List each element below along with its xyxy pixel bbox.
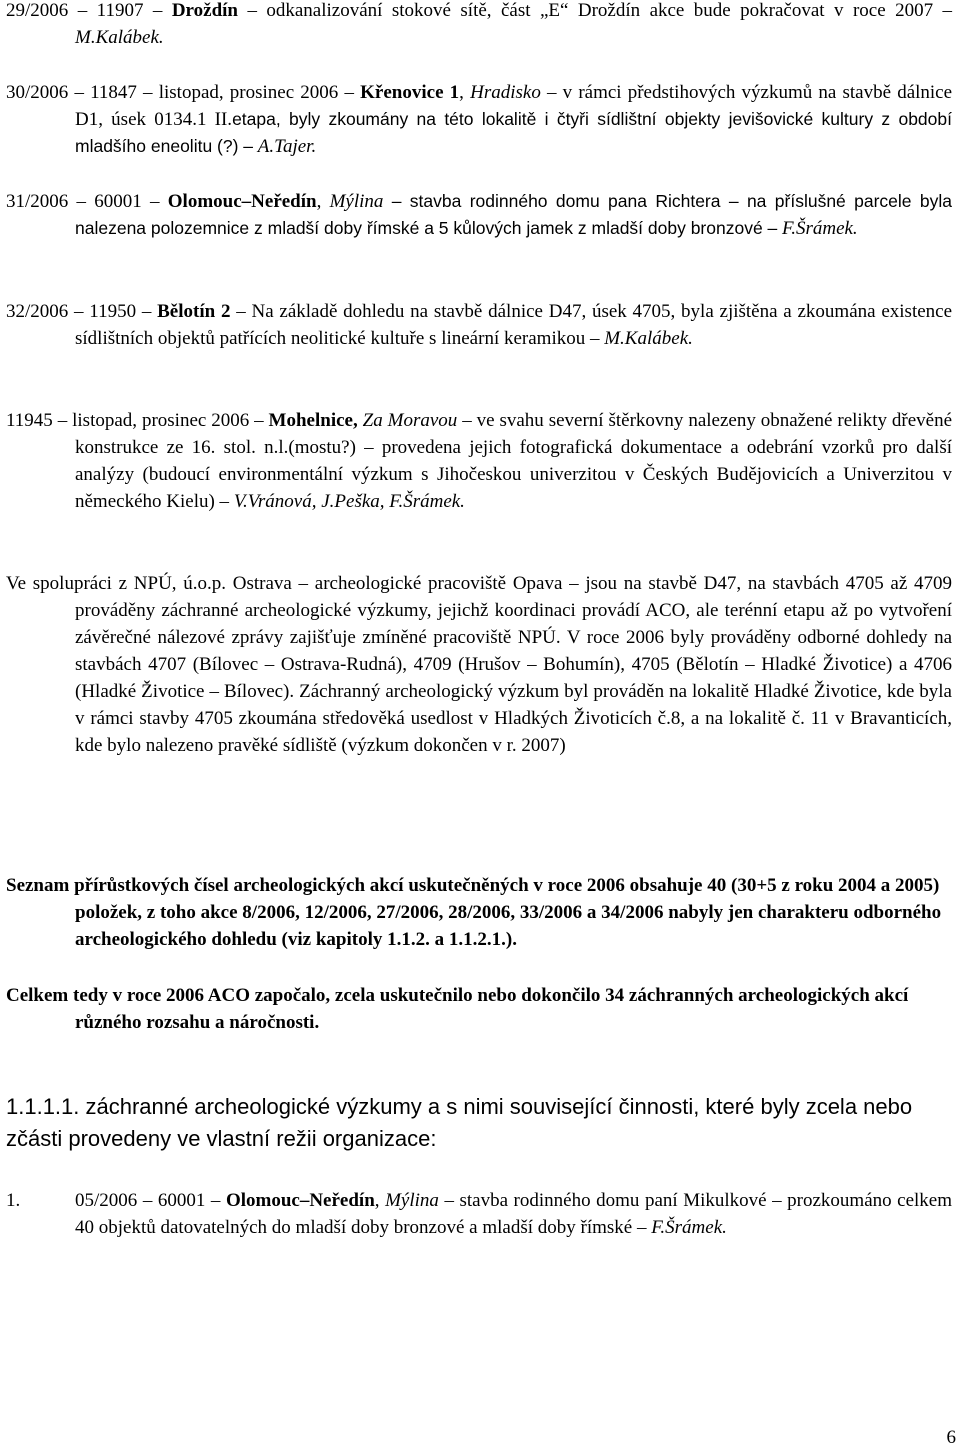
entry-place: Křenovice 1	[360, 82, 460, 103]
entry-place: Droždín	[171, 0, 238, 21]
entry-author: F.Šrámek.	[651, 1217, 727, 1238]
entry-id: 29/2006 – 11907 –	[6, 0, 163, 21]
entry-text: – ve svahu severní štěrkovny nalezeny obnažené relikty dřevěné konstrukce ze 16. stol. n.l.(mostu?) – provedena jejich fotografická dokumentace a odebrání vzorků pro další analýzy (budoucí environmentální výzkum s Jihočeskou univerzitou v Českých Budějovicích a Univerzitou v německého Kielu) –	[75, 410, 953, 512]
list-number: 1.	[6, 1190, 21, 1211]
list-item-1	[6, 1187, 952, 1241]
summary-statistics	[6, 872, 952, 953]
entry-author: F.Šrámek.	[782, 218, 858, 239]
entry-subplace: Mýlina	[329, 191, 384, 212]
section-heading-text: 1.1.1.1. záchranné archeologické výzkumy a s nimi související činnosti, které byly zcela nebo zčásti provedeny ve vlastní režii organizace:	[6, 1094, 913, 1151]
entry-id: 31/2006 – 60001 –	[6, 191, 160, 212]
entry-subplace: Za Moravou	[362, 410, 458, 431]
entry-31-2006	[6, 188, 952, 242]
document-page	[6, 0, 952, 1451]
entry-id: 30/2006 – 11847 – listopad, prosinec 2006 –	[6, 82, 354, 103]
cooperation-text: Ve spolupráci z NPÚ, ú.o.p. Ostrava – archeologické pracoviště Opava – jsou na stavbě D47, na stavbách 4705 až 4709 prováděny záchranné archeologické výzkumy, jejichž koordinaci provádí ACO, ale terénní etapu až po vytvoření závěrečné nálezové zprávy zajišťuje zmíněné pracoviště NPÚ. V roce 2006 byly prováděny odborné dohledy na stavbách 4707 (Bílovec – Ostrava-Rudná), 4709 (Hrušov – Bohumín), 4705 (Bělotín – Hladké Životice) a 4706 (Hladké Životice – Bílovec). Záchranný archeologický výzkum byl prováděn na lokalitě Hladké Životice, kde byla v rámci stavby 4705 zkoumána středověká usedlost v Hladkých Životicích č.8, a na lokalitě č. 11 v Bravanticích, kde bylo nalezeno pravěké sídliště (výzkum dokončen v r. 2007)	[6, 573, 952, 756]
entry-id: 32/2006 – 11950 –	[6, 301, 152, 322]
summary-total	[6, 982, 952, 1036]
entry-author: A.Tajer.	[257, 136, 317, 157]
entry-author: M.Kalábek.	[604, 328, 693, 349]
entry-place: Olomouc–Neředín	[167, 191, 317, 212]
entry-place-separator: ,	[316, 191, 322, 212]
entry-text: – stavba rodinného domu pana Richtera – na příslušné parcele byla nalezena polozemnice z mladší doby římské a 5 kůlových jamek z mladší doby bronzové –	[75, 191, 953, 238]
summary-text: Seznam přírůstkových čísel archeologických akcí uskutečněných v roce 2006 obsahuje 40 (30+5 z roku 2004 a 2005) položek, z toho akce 8/2006, 12/2006, 27/2006, 28/2006, 33/2006 a 34/2006 nabyly jen charakteru odborného archeologického dohledu (viz kapitoly 1.1.2. a 1.1.2.1.).	[6, 875, 942, 950]
entry-subplace: Hradisko	[470, 82, 541, 103]
entry-text-sans: etapa, byly zkoumány na této lokalitě i čtyři sídlištní objekty jevišovické kultury z období mladšího eneolitu (?) –	[75, 109, 952, 156]
entry-author: M.Kalábek.	[75, 27, 164, 48]
entry-32-2006	[6, 298, 952, 352]
entry-mohelnice	[6, 407, 952, 515]
entry-text: – odkanalizování stokové sítě, část „E“ Droždín akce bude pokračovat v roce 2007 –	[247, 0, 953, 21]
entry-place: Olomouc–Neředín	[225, 1190, 375, 1211]
entry-text: – Na základě dohledu na stavbě dálnice D47, úsek 4705, byla zjištěna a zkoumána existence sídlištních objektů patřících neolitické kultuře s lineární keramikou –	[75, 301, 953, 349]
summary-total-text: Celkem tedy v roce 2006 ACO započalo, zcela uskutečnilo nebo dokončilo 34 záchranných archeologických akcí různého rozsahu a náročnosti.	[6, 985, 909, 1033]
entry-text: – v rámci předstihových výzkumů na stavbě dálnice D1, úsek 0134.1 II.	[75, 82, 953, 130]
entry-subplace: Mýlina	[385, 1190, 439, 1211]
page-number: 6	[946, 1427, 956, 1448]
entry-place: Mohelnice,	[268, 410, 358, 431]
entry-29-2006	[6, 0, 952, 51]
entry-id: 11945 – listopad, prosinec 2006 –	[6, 410, 264, 431]
entry-30-2006	[6, 79, 952, 160]
entry-place-separator: ,	[459, 82, 464, 103]
section-heading	[6, 1091, 952, 1155]
entry-place-separator: ,	[374, 1190, 380, 1211]
entry-text: – stavba rodinného domu paní Mikulkové – prozkoumáno celkem 40 objektů datovatelných do mladší doby bronzové a mladší doby římské –	[75, 1190, 953, 1238]
entry-place: Bělotín 2	[157, 301, 231, 322]
cooperation-paragraph	[6, 570, 952, 759]
entry-id: 05/2006 – 60001 –	[75, 1190, 221, 1211]
entry-authors: V.Vránová, J.Peška, F.Šrámek.	[233, 491, 465, 512]
